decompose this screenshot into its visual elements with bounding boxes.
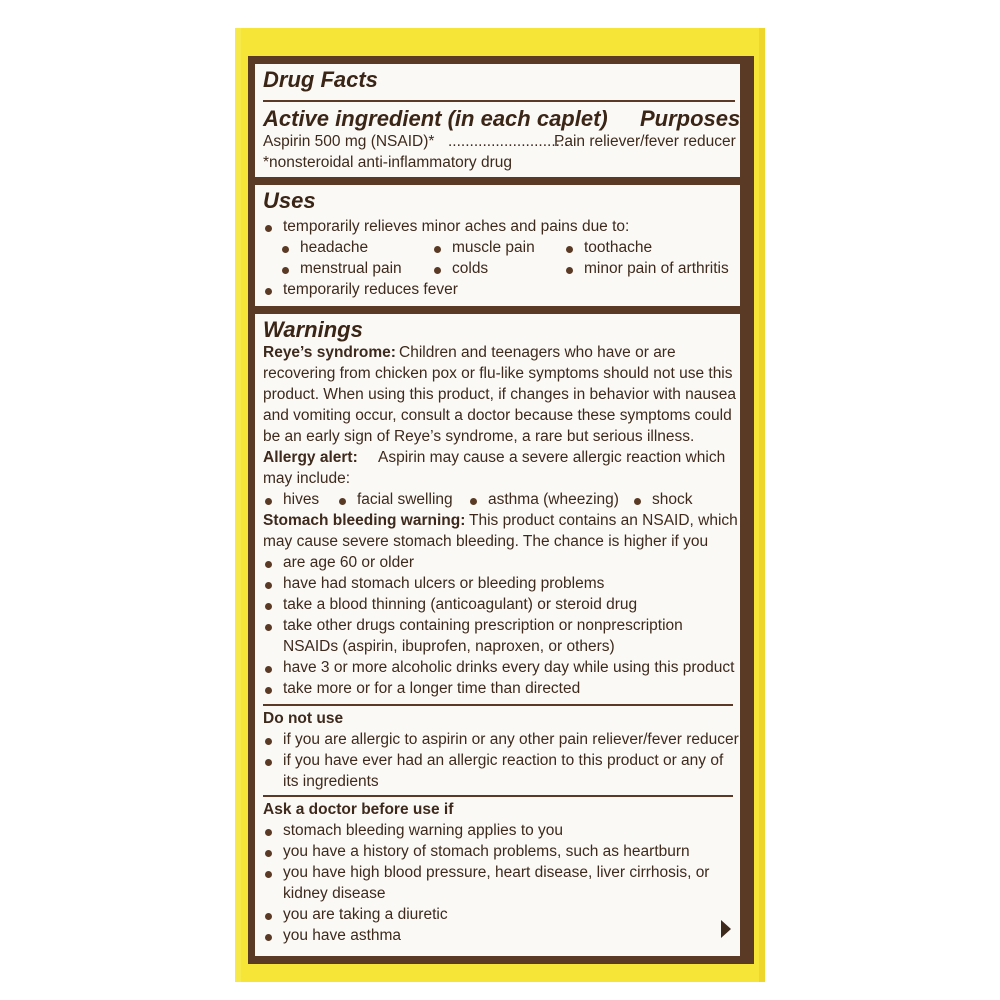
bullet-icon: [566, 267, 573, 274]
continue-arrow-icon: [721, 920, 731, 938]
uses-sub-colds: colds: [452, 260, 489, 277]
allergy-line: may include:: [263, 470, 351, 487]
uses-heading: Uses: [263, 188, 316, 213]
ingredient-text: Aspirin 500 mg (NSAID)*: [263, 133, 435, 150]
bullet-icon: [265, 561, 272, 568]
allergy-item-hives: hives: [283, 491, 320, 508]
do-not-use-item-continued: its ingredients: [283, 773, 379, 790]
bullet-icon: [265, 666, 272, 673]
stomach-item-continued: NSAIDs (aspirin, ibuprofen, naproxen, or others): [283, 638, 615, 655]
bullet-icon: [265, 498, 272, 505]
bullet-icon: [265, 624, 272, 631]
bullet-icon: [265, 759, 272, 766]
allergy-line: Aspirin may cause a severe allergic reaction which: [378, 449, 726, 466]
title-rule: [263, 100, 735, 102]
uses-sub-toothache: toothache: [584, 239, 653, 256]
ingredient-dots: ............................: [448, 133, 569, 150]
stomach-item: take a blood thinning (anticoagulant) or steroid drug: [283, 596, 638, 613]
allergy-item-shock: shock: [652, 491, 693, 508]
bullet-icon: [566, 246, 573, 253]
bullet-icon: [265, 829, 272, 836]
uses-sub-muscle-pain: muscle pain: [452, 239, 535, 256]
bullet-icon: [265, 225, 272, 232]
section-rule: [263, 795, 733, 797]
ask-doctor-item: you have a history of stomach problems, such as heartburn: [283, 843, 690, 860]
ask-doctor-item: stomach bleeding warning applies to you: [283, 822, 564, 839]
reye-line: recovering from chicken pox or flu-like symptoms should not use this: [263, 365, 733, 382]
do-not-use-heading: Do not use: [263, 710, 344, 727]
ask-doctor-item: you have asthma: [283, 927, 402, 944]
reye-line: Children and teenagers who have or are: [399, 344, 676, 361]
ask-doctor-item: you have high blood pressure, heart disease, liver cirrhosis, or: [283, 864, 710, 881]
ask-doctor-heading: Ask a doctor before use if: [263, 801, 454, 818]
ask-doctor-item-continued: kidney disease: [283, 885, 386, 902]
reye-label: Reye’s syndrome:: [263, 344, 396, 361]
stomach-item: have 3 or more alcoholic drinks every day while using this product: [283, 659, 735, 676]
allergy-item-facial-swelling: facial swelling: [357, 491, 453, 508]
bullet-icon: [470, 498, 477, 505]
allergy-label: Allergy alert:: [263, 449, 358, 466]
stomach-label: Stomach bleeding warning:: [263, 512, 466, 529]
bullet-icon: [265, 850, 272, 857]
stomach-item: are age 60 or older: [283, 554, 414, 571]
active-ingredient-heading: Active ingredient (in each caplet): [263, 106, 608, 131]
reye-line: be an early sign of Reye’s syndrome, a rare but serious illness.: [263, 428, 695, 445]
purpose-text: Pain reliever/fever reducer: [554, 133, 736, 150]
bullet-icon: [265, 582, 272, 589]
drug-facts-title: Drug Facts: [263, 67, 378, 92]
bullet-icon: [265, 687, 272, 694]
uses-item-2: temporarily reduces fever: [283, 281, 458, 298]
section-rule: [263, 704, 733, 706]
bullet-icon: [434, 246, 441, 253]
stomach-line: may cause severe stomach bleeding. The chance is higher if you: [263, 533, 709, 550]
bullet-icon: [265, 738, 272, 745]
bullet-icon: [265, 871, 272, 878]
bullet-icon: [634, 498, 641, 505]
bullet-icon: [265, 288, 272, 295]
reye-line: product. When using this product, if changes in behavior with nausea: [263, 386, 737, 403]
uses-item-1: temporarily relieves minor aches and pains due to:: [283, 218, 630, 235]
bullet-icon: [339, 498, 346, 505]
bullet-icon: [265, 913, 272, 920]
do-not-use-item: if you are allergic to aspirin or any other pain reliever/fever reducer: [283, 731, 739, 748]
bullet-icon: [282, 246, 289, 253]
uses-sub-menstrual-pain: menstrual pain: [300, 260, 402, 277]
stomach-item: take more or for a longer time than directed: [283, 680, 581, 697]
bullet-icon: [434, 267, 441, 274]
bullet-icon: [265, 603, 272, 610]
do-not-use-item: if you have ever had an allergic reaction to this product or any of: [283, 752, 724, 769]
purposes-heading: Purposes: [640, 106, 741, 131]
warnings-heading: Warnings: [263, 317, 363, 342]
allergy-item-asthma: asthma (wheezing): [488, 491, 619, 508]
stomach-item: have had stomach ulcers or bleeding problems: [283, 575, 605, 592]
ask-doctor-item: you are taking a diuretic: [283, 906, 448, 923]
uses-sub-headache: headache: [300, 239, 369, 256]
uses-sub-arthritis: minor pain of arthritis: [584, 260, 729, 277]
stomach-item: take other drugs containing prescription or nonprescription: [283, 617, 683, 634]
bullet-icon: [265, 934, 272, 941]
bullet-icon: [282, 267, 289, 274]
footnote-text: *nonsteroidal anti-inflammatory drug: [263, 154, 512, 171]
reye-line: and vomiting occur, consult a doctor because these symptoms could: [263, 407, 732, 424]
stomach-line: This product contains an NSAID, which: [469, 512, 738, 529]
